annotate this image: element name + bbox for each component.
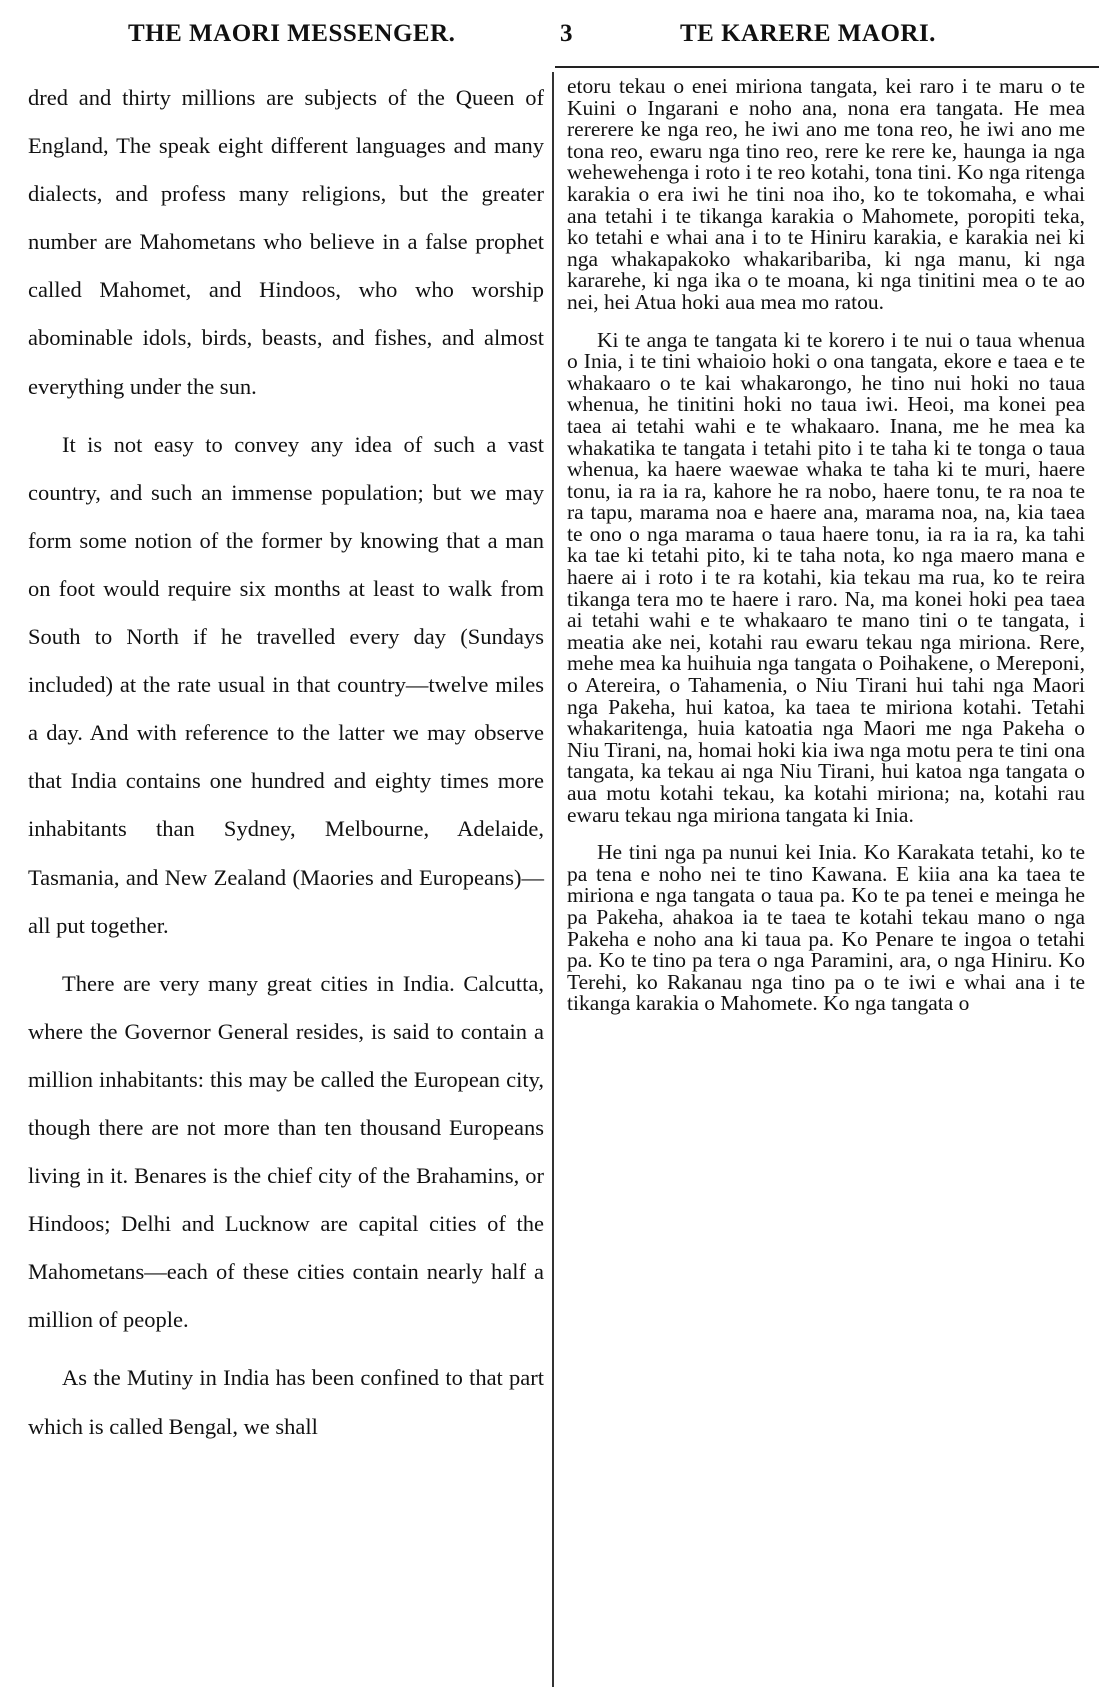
page-header — [0, 14, 1114, 58]
english-paragraph: dred and thirty millions are subjects of the Queen of England, The speak eight different languages and many dialects, and profess many religions, but the greater number are Mahometans who believe in a false prophet called Mahomet, and Hindoos, who who worship abominable idols, birds, beasts, and fishes, and almost everything under the sun. — [28, 85, 544, 399]
maori-paragraph: Ki te anga te tangata ki te korero i te nui o taua whenua o Inia, i te tini whaioio hoki o ona tangata, ekore e taea e te whakaaro o te kai whakarongo, he tino nui hoki no taua whenua, he tinitini hoki no taua iwi. Heoi, ma konei pea taea ai tetahi wahi e te whakaaro. Inana, me he mea ka whakatika te tangata i tetahi pito i te taha ki te tonga o taua whenua, ka haere waewae whaka te taha ki te muri, haere tonu, ia ra ia ra, kahore he ra nobo, haere tonu, te ra noa te ra tapu, marama noa e haere ana, marama noa, na, kia taea te ono o nga marama o taua haere tonu, ia ra ia ra, ka tahi ka tae ki tetahi pito, ki te taha nota, ko nga maero mana e haere ai i roto i te ra kotahi, kia tekau ma rua, ko te reira tikanga tera mo te haere i raro. Na, ma konei hoki pea taea ai tetahi wahi e te whakaaro te mano tini o te tangata, i meatia ake nei, kotahi rau ewaru tekau nga miriona. Rere, mehe mea ka huihuia nga tangata o Poihakene, o Mereponi, o Atereira, o Tahamenia, o Niu Tirani hui tahi nga Maori nga Pakeha, hui katoa, ka taea te miriona kotahi. Tetahi whakaritenga, huia katoatia nga Maori me nga Pakeha o Niu Tirani, na, homai hoki kia iwa nga motu pera te tini ona tangata, ka tekau ai nga Niu Tirani, hui katoa nga tangata o aua motu kotahi tekau, ka kotahi miriona; na, kotahi rau ewaru tekau nga miriona tangata ki Inia. — [567, 327, 1085, 827]
header-rule — [555, 66, 1099, 68]
english-paragraph: There are very many great cities in India. Calcutta, where the Governor General resides, is said to contain a million inhabitants: this may be called the European city, though there are not more than ten thousand Europeans living in it. Benares is the chief city of the Brahamins, or Hindoos; Delhi and Lucknow are capital cities of the Mahometans—each of these cities contain nearly half a million of people. — [28, 970, 544, 1333]
maori-paragraph: He tini nga pa nunui kei Inia. Ko Karakata tetahi, ko te pa tena e noho nei te tino Kawana. E kiia ana ka taea te miriona e nga tangata o taua pa. Ko te pa tenei e meinga he pa Pakeha, ahakoa ia te taea te kotahi tekau mano o nga Pakeha e noho ana ki taua pa. Ko Penare te ingoa o tetahi pa. Ko te tino pa tera o nga Paramini, ara, o nga Hiniru. Ko Terehi, ko Rakanau nga tino pa o te iwi e whai ana i te tikanga karakia o Mahomete. Ko nga tangata o — [567, 840, 1085, 1016]
header-maori-title: TE KARERE MAORI. — [680, 20, 936, 47]
header-english-title: THE MAORI MESSENGER. — [128, 20, 456, 47]
english-column — [28, 74, 544, 1461]
english-paragraph: As the Mutiny in India has been confined to that part which is called Bengal, we shall — [28, 1365, 544, 1439]
maori-column — [567, 76, 1085, 1031]
column-divider — [552, 72, 554, 1687]
maori-paragraph: etoru tekau o enei miriona tangata, kei raro i te maru o te Kuini o Ingarani e noho ana, nona era tangata. He mea rererere ke nga reo, he iwi ano me tona reo, he iwi ano me tona reo, ewaru nga tino reo, rere ke rere ke, haunga ia nga wehewehenga i roto i te reo kotahi, tona tini. Ko nga ritenga karakia o era iwi he tini noa iho, ko te tokomaha, e whai ana tetahi i te tikanga karakia o Mahomete, poropiti teka, ko tetahi e whai ana i to te Hiniru karakia, e karakia nei ki nga whakapakoko whakaribariba, ki nga manu, ki nga kararehe, ki nga ika o te moana, ki nga tinitini mea o te ao nei, hei Atua hoki aua mea mo ratou. — [567, 74, 1085, 314]
english-paragraph: It is not easy to convey any idea of such a vast country, and such an immense population; but we may form some notion of the former by knowing that a man on foot would require six months at least to walk from South to North if he travelled every day (Sundays included) at the rate usual in that country—twelve miles a day. And with reference to the latter we may observe that India contains one hundred and eighty times more inhabitants than Sydney, Melbourne, Adelaide, Tasmania, and New Zealand (Maories and Europeans)—all put together. — [28, 431, 544, 938]
page-number: 3 — [560, 20, 573, 47]
